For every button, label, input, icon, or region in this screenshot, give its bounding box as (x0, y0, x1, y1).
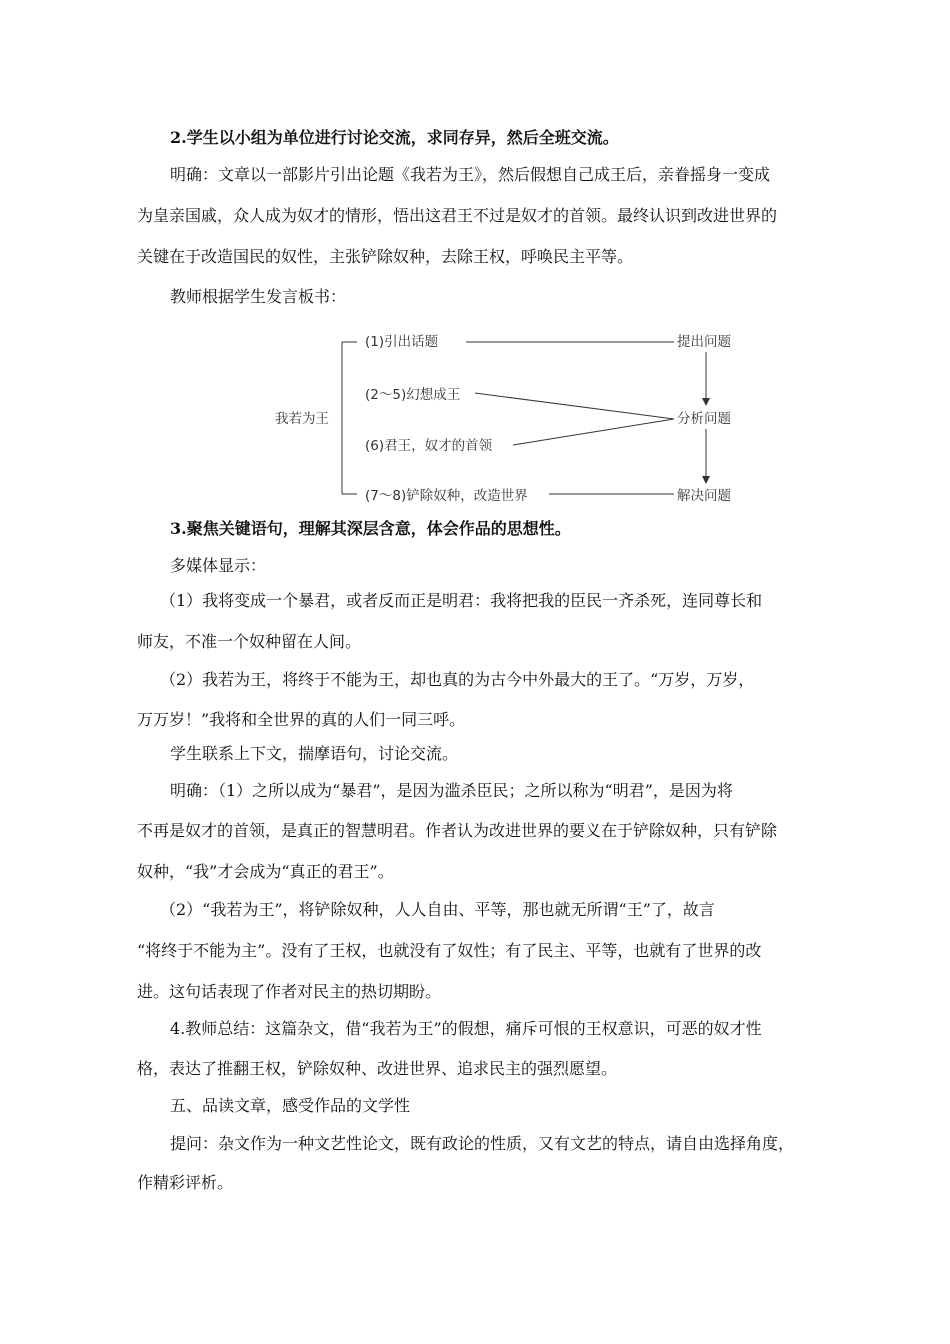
diagram-item: (2～5)幻想成王 (365, 387, 461, 403)
clarify-line: 明确：文章以一部影片引出论题《我若为王》，然后假想自己成王后，亲眷摇身一变成 (170, 165, 771, 184)
clarify-line: 奴种，“我”才会成为“真正的君王”。 (137, 862, 394, 881)
multimedia-label: 多媒体显示： (170, 556, 267, 575)
diagram-connector (475, 393, 674, 419)
summary-line: 格，表达了推翻王权，铲除奴种、改进世界、追求民主的强烈愿望。 (137, 1059, 618, 1078)
clarify-line: 关键在于改造国民的奴性，主张铲除奴种，去除王权，呼唤民主平等。 (137, 247, 634, 266)
clarify-line: 进。这句话表现了作者对民主的热切期盼。 (137, 982, 442, 1001)
quote-line: （2）我若为王，将终于不能为王，却也真的为古今中外最大的王了。“万岁，万岁， (160, 670, 755, 689)
board-diagram (0, 0, 950, 520)
quote-line: 师友，不准一个奴种留在人间。 (137, 632, 362, 651)
board-intro: 教师根据学生发言板书： (170, 287, 347, 306)
clarify-line: 为皇亲国戚，众人成为奴才的情形，悟出这君王不过是奴才的首领。最终认识到改进世界的 (137, 206, 778, 225)
question-line: 提问：杂文作为一种文艺性论文，既有政论的性质，又有文艺的特点，请自由选择角度， (170, 1134, 795, 1153)
section3-title: 3.聚焦关键语句，理解其深层含意，体会作品的思想性。 (170, 519, 571, 538)
discuss-line: 学生联系上下文，揣摩语句，讨论交流。 (170, 744, 459, 763)
quote-line: 万万岁！”我将和全世界的真的人们一同三呼。 (137, 710, 466, 729)
diagram-item: (7～8)铲除奴种，改造世界 (365, 488, 528, 504)
section2-title: 2.学生以小组为单位进行讨论交流，求同存异，然后全班交流。 (170, 128, 619, 147)
diagram-item: (6)君王，奴才的首领 (365, 438, 493, 454)
clarify-line: 明确：（1）之所以成为“暴君”，是因为滥杀臣民；之所以称为“明君”，是因为将 (170, 781, 733, 800)
diagram-target: 分析问题 (677, 411, 731, 427)
question-line: 作精彩评析。 (137, 1173, 234, 1192)
diagram-root: 我若为王 (275, 411, 329, 427)
section5-title: 五、品读文章，感受作品的文学性 (170, 1096, 411, 1115)
diagram-target: 提出问题 (677, 334, 731, 350)
clarify-line: 不再是奴才的首领，是真正的智慧明君。作者认为改进世界的要义在于铲除奴种，只有铲除 (137, 821, 778, 840)
quote-line: （1）我将变成一个暴君，或者反而正是明君：我将把我的臣民一齐杀死，连同尊长和 (160, 591, 763, 610)
diagram-target: 解决问题 (677, 488, 731, 504)
diagram-connector (513, 419, 674, 445)
diagram-item: (1)引出话题 (365, 334, 439, 350)
clarify-line: （2）“我若为王”，将铲除奴种，人人自由、平等，那也就无所谓“王”了，故言 (160, 900, 715, 919)
clarify-line: “将终于不能为主”。没有了王权，也就没有了奴性；有了民主、平等，也就有了世界的改 (137, 941, 762, 960)
summary-line: 4.教师总结：这篇杂文，借“我若为王”的假想，痛斥可恨的王权意识，可恶的奴才性 (170, 1019, 762, 1038)
